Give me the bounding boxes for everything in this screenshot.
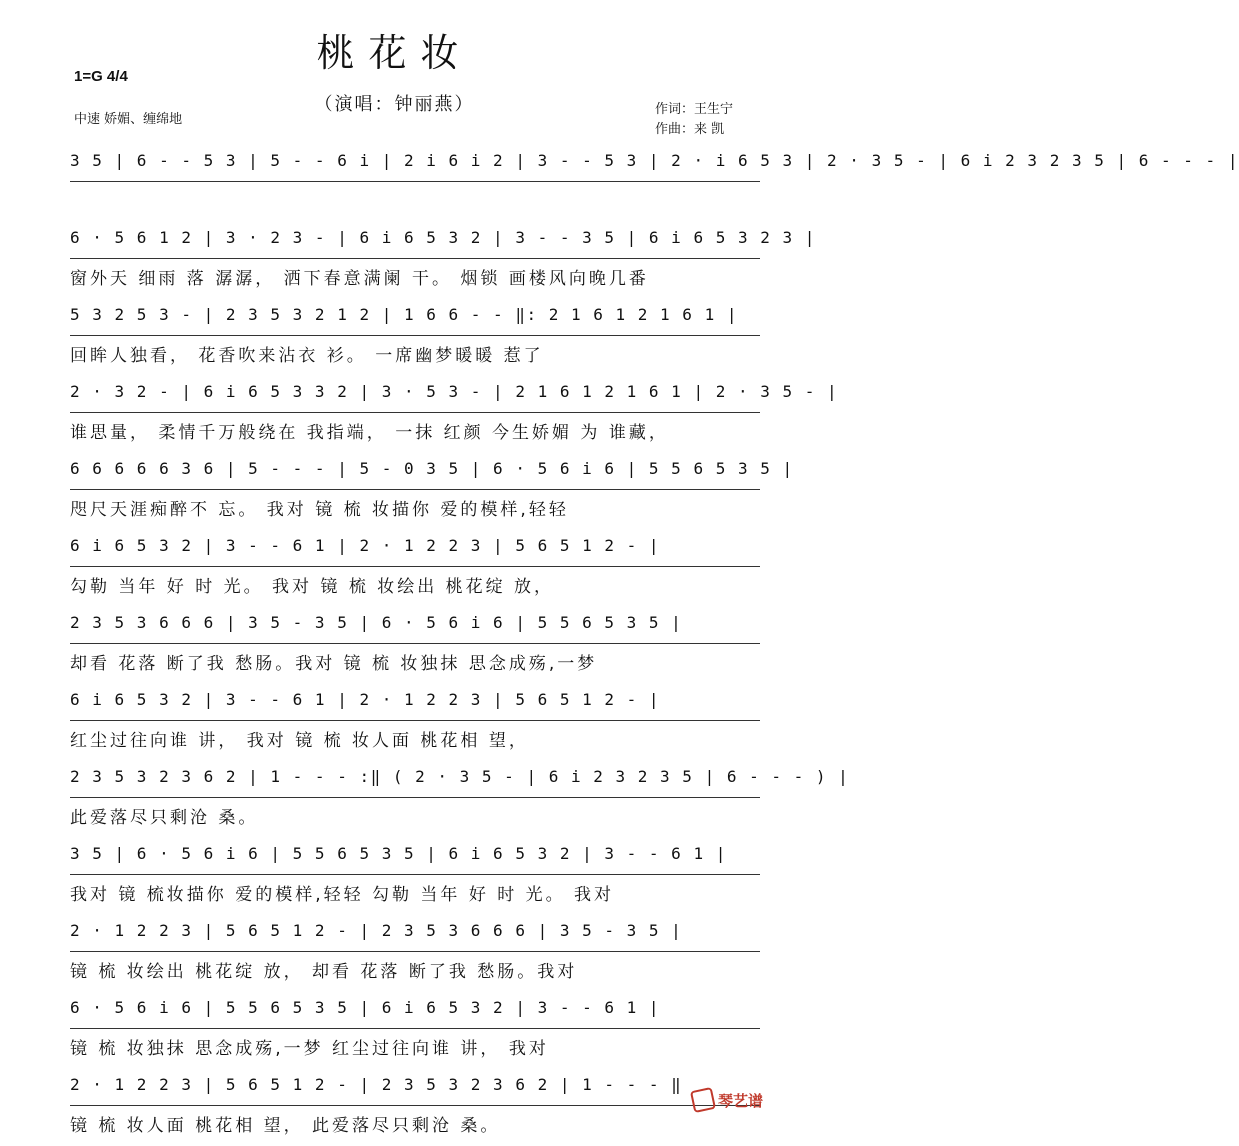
song-title: 桃花妆 (316, 31, 473, 75)
tempo-marking: 中速 娇媚、缠绵地 (74, 112, 183, 127)
note-line: 2 3 5 3 2 3 6 2 | 1 - - - :‖ ( 2 · 3 5 - | 6 i 2 3 2 3 5 | 6 - - - ) | (70, 767, 760, 798)
score-row (70, 992, 760, 1069)
credits (655, 100, 733, 140)
note-line: 6 6 6 6 6 3 6 | 5 - - - | 5 - 0 3 5 | 6 · 5 6 i 6 | 5 5 6 5 3 5 | (70, 459, 760, 490)
note-line: 5 3 2 5 3 - | 2 3 5 3 2 1 2 | 1 6 6 - - ‖: 2 1 6 1 2 1 6 1 | (70, 305, 760, 336)
note-line: 2 3 5 3 6 6 6 | 3 5 - 3 5 | 6 · 5 6 i 6 | 5 5 6 5 3 5 | (70, 613, 760, 644)
score-row (70, 915, 760, 992)
lyric-line: 谁思量， 柔情千万般绕在 我指端， 一抹 红颜 今生娇媚 为 谁藏， (70, 423, 669, 443)
score-row (70, 838, 760, 915)
lyric-line (70, 187, 760, 213)
score-row (70, 145, 1239, 222)
lyric-line: 勾勒 当年 好 时 光。 我对 镜 梳 妆绘出 桃花绽 放， (70, 577, 555, 597)
score-row (70, 453, 794, 530)
lyric-line: 我对 镜 梳妆描你 爱的模样,轻轻 勾勒 当年 好 时 光。 我对 (70, 885, 615, 905)
key-signature: 1=G 4/4 (74, 68, 128, 85)
logo-text: 琴艺谱 (717, 1091, 763, 1110)
note-line: 2 · 1 2 2 3 | 5 6 5 1 2 - | 2 3 5 3 2 3 6 2 | 1 - - - ‖ (70, 1075, 760, 1106)
lyricist-credit: 作词：王生宁 (655, 102, 734, 117)
lyric-line: 镜 梳 妆独抹 思念成殇,一梦 红尘过往向谁 讲， 我对 (70, 1039, 549, 1059)
score-row (70, 684, 760, 761)
site-logo (692, 1089, 763, 1111)
composer-credit: 作曲：来 凯 (655, 122, 725, 137)
score-row (70, 299, 760, 376)
note-line: 6 i 6 5 3 2 | 3 - - 6 1 | 2 · 1 2 2 3 | 5 6 5 1 2 - | (70, 690, 760, 721)
lyric-line: 窗外天 细雨 落 潺潺， 洒下春意满阑 干。 烟锁 画楼风向晚几番 (70, 269, 649, 289)
logo-icon (690, 1087, 716, 1113)
note-line: 6 · 5 6 1 2 | 3 · 2 3 - | 6 i 6 5 3 2 | 3 - - 3 5 | 6 i 6 5 3 2 3 | (70, 228, 760, 259)
singer-line: （演唱：钟丽燕） (314, 94, 475, 115)
lyric-line: 镜 梳 妆人面 桃花相 望， 此爱落尽只剩沧 桑。 (70, 1116, 501, 1136)
note-line: 3 5 | 6 - - 5 3 | 5 - - 6 i | 2 i 6 i 2 | 3 - - 5 3 | 2 · i 6 5 3 | 2 · 3 5 - | 6 i 2 3 2 3 5 | 6 - - - | (70, 151, 760, 182)
note-line: 2 · 3 2 - | 6 i 6 5 3 3 2 | 3 · 5 3 - | 2 1 6 1 2 1 6 1 | 2 · 3 5 - | (70, 382, 760, 413)
score-sheet (70, 145, 1239, 1146)
score-row (70, 607, 760, 684)
note-line: 2 · 1 2 2 3 | 5 6 5 1 2 - | 2 3 5 3 6 6 6 | 3 5 - 3 5 | (70, 921, 760, 952)
lyric-line: 红尘过往向谁 讲， 我对 镜 梳 妆人面 桃花相 望， (70, 731, 529, 751)
lyric-line: 此爱落尽只剩沧 桑。 (70, 808, 259, 828)
note-line: 6 i 6 5 3 2 | 3 - - 6 1 | 2 · 1 2 2 3 | 5 6 5 1 2 - | (70, 536, 760, 567)
score-row (70, 1069, 760, 1146)
score-row (70, 222, 816, 299)
lyric-line: 回眸人独看， 花香吹来沾衣 衫。 一席幽梦暖暖 惹了 (70, 346, 544, 366)
score-row (70, 761, 850, 838)
lyric-line: 镜 梳 妆绘出 桃花绽 放， 却看 花落 断了我 愁肠。我对 (70, 962, 578, 982)
lyric-line: 咫尺天涯痴醉不 忘。 我对 镜 梳 妆描你 爱的模样,轻轻 (70, 500, 569, 520)
note-line: 3 5 | 6 · 5 6 i 6 | 5 5 6 5 3 5 | 6 i 6 5 3 2 | 3 - - 6 1 | (70, 844, 760, 875)
note-line: 6 · 5 6 i 6 | 5 5 6 5 3 5 | 6 i 6 5 3 2 | 3 - - 6 1 | (70, 998, 760, 1029)
lyric-line: 却看 花落 断了我 愁肠。我对 镜 梳 妆独抹 思念成殇,一梦 (70, 654, 598, 674)
score-row (70, 376, 839, 453)
score-row (70, 530, 760, 607)
